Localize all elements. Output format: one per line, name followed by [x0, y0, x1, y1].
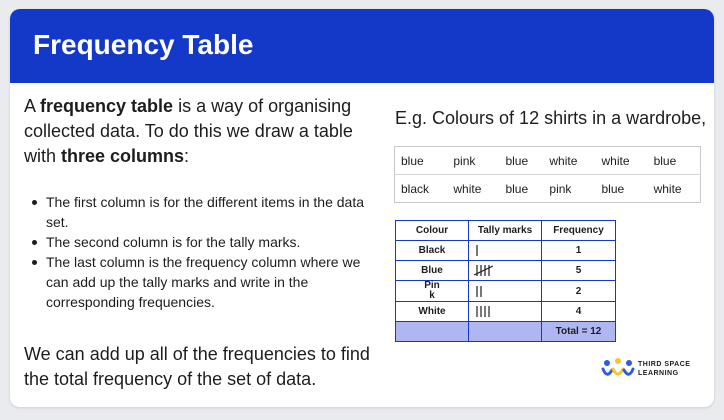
column-header: Colour [396, 221, 469, 241]
frequency-cell: 2 [542, 281, 616, 302]
tally-cell [469, 241, 542, 261]
colour-line: k [429, 290, 435, 301]
shirt-data-table [394, 146, 701, 203]
logo-text [638, 360, 690, 378]
frequency-cell: 5 [542, 261, 616, 281]
conclusion-paragraph: We can add up all of the frequencies to find the total frequency of the set of data. [24, 344, 370, 389]
colour-line: Pin [424, 280, 440, 291]
frequency-cell: 4 [542, 302, 616, 322]
column-header: Tally marks [469, 221, 542, 241]
tally-marks [474, 305, 514, 318]
colour-cell: Blue [396, 261, 469, 281]
intro-columns: three columns [61, 146, 185, 166]
intro-text-1: A [24, 96, 41, 116]
table-row [396, 241, 616, 261]
intro-paragraph [24, 94, 369, 169]
third-space-learning-logo [601, 357, 691, 381]
table-row [396, 261, 616, 281]
tally-cell [469, 302, 542, 322]
page-title: Frequency Table [33, 29, 254, 60]
column-header: Frequency [542, 221, 616, 241]
bullet-list [24, 192, 374, 312]
table-row [395, 175, 701, 203]
tally-marks [474, 285, 514, 298]
table-cell: blue [395, 147, 448, 175]
total-row [396, 322, 616, 342]
example-caption: E.g. Colours of 12 shirts in a wardrobe, [395, 108, 707, 128]
tally-cell [469, 281, 542, 302]
table-header-row [396, 221, 616, 241]
colour-cell [396, 281, 469, 302]
total-cell: Total = 12 [542, 322, 616, 342]
table-row [396, 281, 616, 302]
empty-cell [396, 322, 469, 342]
table-cell: white [653, 181, 682, 196]
table-cell: blue [601, 181, 625, 196]
table-cell: pink [549, 181, 572, 196]
intro-text-2: is a way of organising collected data. To do this we draw a table with [24, 96, 353, 166]
tally-marks [474, 244, 514, 257]
colour-cell: White [396, 302, 469, 322]
table-cell: blue [499, 147, 543, 175]
table-cell: white [543, 147, 595, 175]
intro-text-3: : [184, 146, 190, 166]
tally-cell [469, 261, 542, 281]
table-cell: blue [648, 147, 701, 175]
table-cell: white [595, 147, 647, 175]
logo-icon [601, 357, 635, 381]
tally-marks [474, 264, 514, 277]
colour-cell: Black [396, 241, 469, 261]
table-cell: pink [447, 147, 499, 175]
table-row [395, 147, 701, 175]
logo-line: THIRD SPACE [638, 361, 691, 368]
table-cell: black [401, 181, 430, 196]
table-cell: white [453, 181, 482, 196]
lesson-card [10, 9, 714, 407]
intro-term: frequency table [40, 96, 174, 116]
logo-line: LEARNING [638, 370, 679, 377]
table-cell: blue [505, 181, 529, 196]
bullet-item: The last column is the frequency column where we can add up the tally marks and write in the corresponding frequencies. [24, 252, 374, 312]
empty-cell [469, 322, 542, 342]
header-bar [10, 9, 714, 83]
frequency-table [395, 220, 616, 342]
frequency-cell: 1 [542, 241, 616, 261]
bullet-item: The first column is for the different items in the data set. [24, 192, 374, 232]
bullet-item: The second column is for the tally marks. [24, 232, 374, 252]
table-row [396, 302, 616, 322]
